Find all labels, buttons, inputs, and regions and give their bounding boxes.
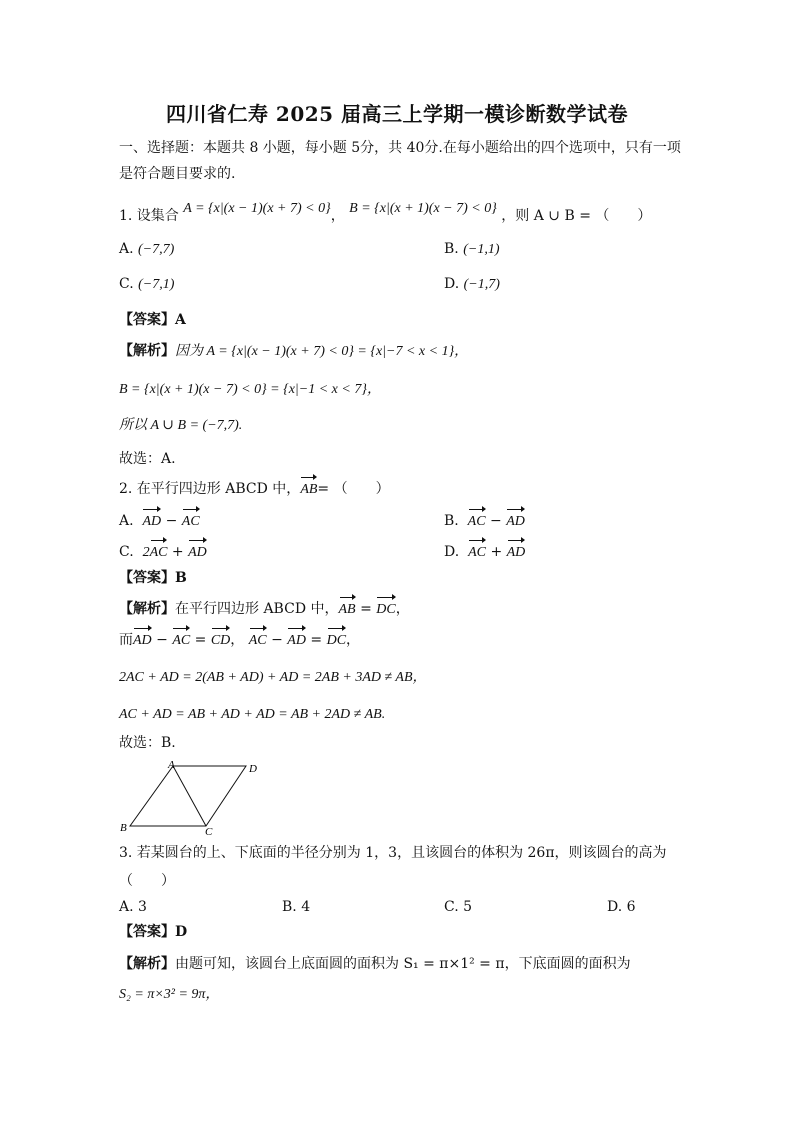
q2-analysis-2: 而AD − AC = CD， AC − AD = DC， — [119, 630, 360, 651]
q2-analysis-4: AC + AD = AB + AD + AD = AB + 2AD ≠ AB. — [119, 707, 386, 722]
diagonal-ac — [173, 766, 206, 826]
q1-set-a: A = {x|(x − 1)(x + 7) < 0} — [183, 201, 331, 216]
q1-comma: ， — [330, 208, 345, 224]
q1-stem-suffix: ，则 A ∪ B = （ ） — [501, 208, 652, 224]
q3-answer: 【答案】D — [119, 924, 188, 940]
parallelogram-figure — [118, 758, 268, 838]
q3-option-c: C. 5 — [444, 899, 473, 915]
q2-analysis-1: 【解析】在平行四边形 ABCD 中，AB = DC， — [119, 599, 410, 620]
q2-answer: 【答案】B — [119, 570, 187, 586]
vertex-d-label: D — [249, 763, 257, 775]
q3-option-b: B. 4 — [282, 899, 311, 915]
q2-choose: 故选：B. — [119, 735, 176, 751]
vertex-b-label: B — [120, 822, 127, 834]
q3-option-d: D. 6 — [607, 899, 636, 915]
q2-option-b: B. AC − AD — [444, 511, 525, 532]
q1-analysis-1: 【解析】因为 A = {x|(x − 1)(x + 7) < 0} = {x|−7 < x < 1}， — [119, 343, 469, 359]
q2-option-d: D. AC + AD — [444, 542, 525, 563]
vertex-a-label: A — [168, 759, 175, 771]
q1-stem-prefix: 1. 设集合 — [119, 208, 179, 224]
page-title: 四川省仁寿 2025 届高三上学期一模诊断数学试卷 — [165, 102, 629, 126]
q1-option-b: B. (−1,1) — [444, 241, 500, 257]
vector-ab: AB — [300, 480, 317, 500]
q3-analysis-2: S₂ = π×3² = 9π， — [119, 987, 220, 1002]
q1-analysis-2: B = {x|(x + 1)(x − 7) < 0} = {x|−1 < x < 7}， — [119, 382, 381, 397]
q1-answer: 【答案】A — [119, 312, 186, 328]
q1-option-a: A. (−7,7) — [119, 241, 175, 257]
q1-choose: 故选：A. — [119, 451, 176, 467]
q3-stem-2: （ ） — [119, 873, 175, 889]
q2-stem: 2. 在平行四边形 ABCD 中，AB= （ ） — [119, 479, 390, 500]
q3-stem-1: 3. 若某圆台的上、下底面的半径分别为 1，3，且该圆台的体积为 26π，则该圆台的高为 — [119, 845, 667, 861]
parallelogram-outline — [130, 766, 246, 826]
section-intro-line-2: 是符合题目要求的. — [119, 166, 236, 182]
vertex-c-label: C — [205, 826, 213, 838]
q2-option-a: A. AD − AC — [119, 511, 200, 532]
q1-option-c: C. (−7,1) — [119, 276, 175, 292]
q3-analysis-1: 【解析】由题可知，该圆台上底面圆的面积为 S₁ = π×1² = π，下底面圆的面积为 — [119, 956, 631, 972]
q2-option-c: C. 2AC + AD — [119, 542, 207, 563]
q3-option-a: A. 3 — [119, 899, 147, 915]
section-intro-line-1: 一、选择题：本题共 8 小题，每小题 5分，共 40分.在每小题给出的四个选项中，只有一项 — [119, 140, 681, 156]
q1-set-b: B = {x|(x + 1)(x − 7) < 0} — [349, 201, 497, 216]
q1-analysis-3: 所以 A ∪ B = (−7,7). — [119, 418, 243, 433]
q2-analysis-3: 2AC + AD = 2(AB + AD) + AD = 2AB + 3AD ≠ AB， — [119, 670, 427, 685]
q1-option-d: D. (−1,7) — [444, 276, 500, 292]
q1-stem — [119, 201, 652, 227]
